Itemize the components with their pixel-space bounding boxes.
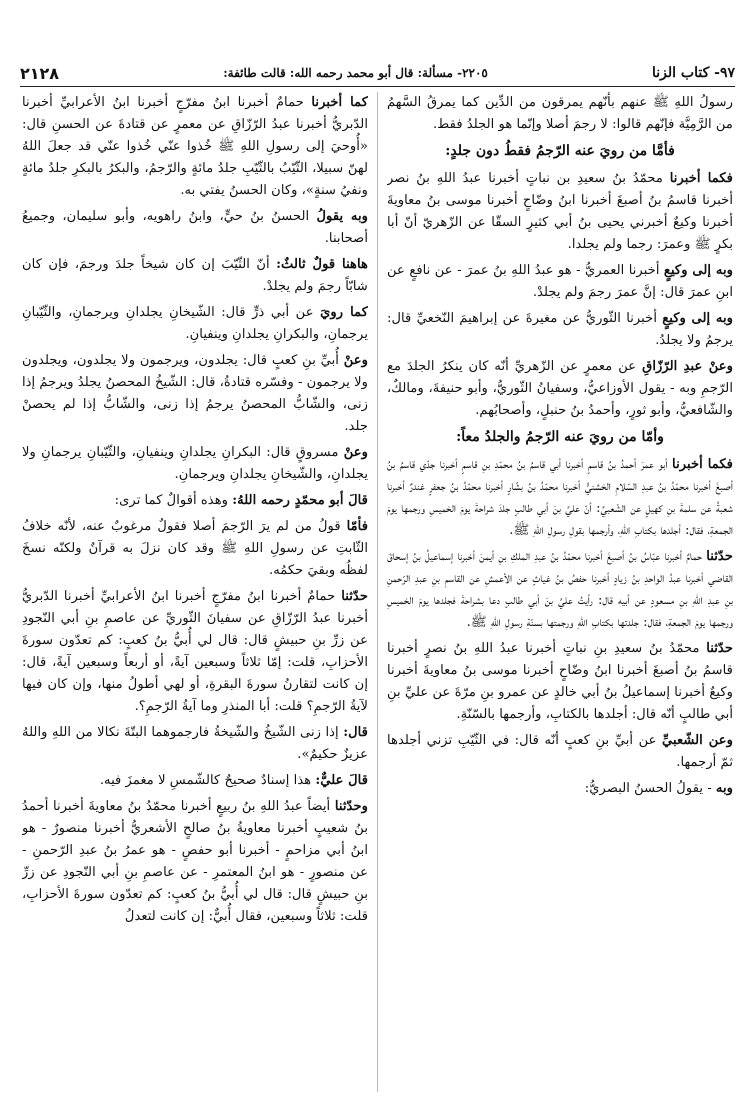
paragraph-text: إذا زنى الشّيخُ والشّيخةُ فارجموهما البتّةَ نكالا من اللهِ واللهُ عزيزٌ حكيمٌ». [22,725,368,762]
paragraph [22,302,368,346]
paragraph-text: عن أبي ذرٍّ قال: الشّيخانِ يجلدانِ ويرجمانِ، والثّيّبانِ يرجمانِ، والبكرانِ يجلدانِ وينفيانِ. [22,305,368,342]
column-divider [377,92,378,1092]
paragraph-lead: وبه إلى وكيعٍ [663,263,733,278]
paragraph-lead: فأمّا [346,519,368,534]
paragraph-lead: قال: [343,725,368,740]
paragraph [387,168,733,256]
paragraph-text: حمامٌ أخبرنا ابنُ مفرّجٍ أخبرنا ابنُ الأعرابيِّ أخبرنا الدّبريُّ أخبرنا عبدُ الرّزّاقِ عن معمرٍ عن قتادةَ عن الحسنِ قال: «أُوحيَ إلى رسولِ اللهِ ﷺ خُذوا عنّي خُذوا عنّي قد جعلَ اللهُ لهنّ سبيلا، الثّيّبُ بالثّيّبِ جلدُ مائةٍ والرّجمُ، والبكرُ بالبكرِ جلدُ مائةٍ ونفيُ سنةٍ»، وكان الحسنُ يفتي به. [22,95,368,198]
paragraph-text: قولُ من لم يرَ الرّجمَ أصلا فقولٌ مرغوبٌ عنه، لأنّه خلافُ الثّابتِ عن رسولِ اللهِ ﷺ وقد كان نزلَ به قرآنٌ ولكنّه نسخَ لفظُه وبقيَ حكمُه. [22,519,368,578]
paragraph-text: محمّدُ بنُ سعيدِ بن نباتٍ أخبرنا عبدُ اللهِ بنُ نصر أخبرنا قاسمُ بنُ أصبغَ أخبرنا ابنُ وضّاحٍ أخبرنا موسى بنُ معاويةَ أخبرنا وكيعٌ أخبرني يحيى بنُ أبي كثيرٍ السقّا عن الزّهريّ أنّ أبا بكرٍ ﷺ وعمرَ: رجما ولم يجلدا. [387,171,733,252]
page-header [20,60,735,87]
paragraph-text: أخبرنا الثّوريُّ عن مغيرةَ عن إبراهيمَ النّخعيِّ قال: يرجمُ ولا يجلدُ. [387,311,733,348]
paragraph-text: حمامٌ أخبرنا عبّاسُ بنُ أصبغَ أخبرنا محمّدُ بنُ عبدِ الملكِ بنِ أيمنَ أخبرنا إسماعيلُ بنُ إسحاقَ القاضي أخبرنا عبدُ الواحدِ بنُ زيادٍ أخبرنا حفصُ بنُ غياثٍ عن الأعمشِ عن القاسمِ بنِ عبدِ الرّحمنِ بنِ عبدِ اللهِ بنِ مسعودٍ عن أبيه قال: رأيتُ عليَّ بنَ أبي طالبٍ دعا بشراحةَ فجلدها يومَ الخميسِ ورجمها يومَ الجمعةِ، فقال: جلدتها بكتابِ اللهِ ورجمتها بسنّةِ رسولِ اللهِ ﷺ. [387,549,733,630]
paragraph-text: حمامٌ أخبرنا ابنُ مفرّجٍ أخبرنا ابنُ الأعرابيِّ أخبرنا الدّبريُّ أخبرنا عبدُ الرّزّاقِ عن سفيانَ الثّوريِّ عن عاصمِ بنِ أبي النّجودِ عن زرِّ بنِ حبيشٍ قال: قال لي أُبيُّ بنُ كعبٍ: كم تعدّون سورةَ الأحزابِ، قلت: إمّا ثلاثاً وسبعين آيةً، أو أربعاً وسبعين آيةً، قال: إن كانت لتقارنُ سورةَ البقرةِ، أو لهي أطولُ منها، وإن كان فيها لآيةُ الرّجمِ؟ قلت: أبا المنذرِ وما آيةُ الرّجمِ؟. [22,589,368,714]
paragraph-text: أنّ الثّيّبَ إن كان شيخاً جلدَ ورجمَ، فإن كان شابّاً رجمَ ولم يجلدْ. [22,257,368,294]
paragraph-lead: حدّثنا [706,641,733,656]
paragraph-text: عن أبيِّ بنِ كعبٍ أنّه قال: في الثّيّبِ تزني أجلدها ثمّ أرجمها. [387,733,733,770]
paragraph [387,260,733,304]
paragraph-lead: وحدّثنا [334,799,368,814]
paragraph-text: عن معمرٍ عن الزّهريِّ أنّه كان ينكرُ الجلدَ مع الرّجمِ وبه - يقول الأوزاعيُّ، وسفيانُ الثّوريُّ، وأبو حنيفةَ، ومالكٌ، والشّافعيُّ، وأبو ثورٍ، وأحمدُ بنُ حنبلٍ، وأصحابُهم. [387,359,733,418]
paragraph [387,546,733,634]
paragraph [387,308,733,352]
paragraph [22,92,368,202]
paragraph [22,442,368,486]
page-number: ٢١٢٨ [20,63,60,83]
paragraph [22,586,368,718]
paragraph-text: محمّدُ بنُ سعيدِ بنِ نباتٍ أخبرنا عبدُ اللهِ بنُ نصرٍ أخبرنا قاسمُ بنُ أصبغَ أخبرنا ابنُ وضّاحٍ أخبرنا موسى بنُ معاويةَ أخبرنا وكيعٌ أخبرنا إسماعيلُ بنُ أبي خالدٍ عن عمرو بنِ مرّةَ عن عليِّ بنِ أبي طالبٍ أنّه قال: أجلدها بالكتابِ، وأرجمها بالسّنّةِ. [387,641,733,722]
paragraph [22,490,368,512]
paragraph-lead: وعنْ [343,445,368,460]
paragraph-lead: فكما أخبرنا [672,457,733,472]
paragraph-text: هذا إسنادٌ صحيحٌ كالشّمسِ لا مغمزَ فيه. [99,773,316,788]
paragraph-lead: وعنْ عبدِ الرّزّاقِ [642,359,733,374]
paragraph [387,92,733,136]
paragraph [22,254,368,298]
paragraph-lead: حدّثنا [341,589,368,604]
right-text-column [387,92,733,1092]
paragraph [22,516,368,582]
paragraph-lead: وبه إلى وكيعٍ [662,311,733,326]
paragraph-text: أبو عمرَ أحمدُ بنُ قاسمٍ أخبرنا أبي قاسمُ بنُ محمّدِ بنِ قاسمٍ أخبرنا جدّي قاسمُ بنُ أصبغَ أخبرنا محمّدُ بنُ عبدِ السّلامِ الخشنيُّ أخبرنا محمّدُ بنُ بشّارٍ أخبرنا محمّدُ بنُ جعفرٍ غندرٌ أخبرنا شعبةُ عن سلمةَ بنِ كهيلٍ عن الشّعبيِّ: أنّ عليَّ بنَ أبي طالبٍ جلدَ شراحةَ يومَ الخميسِ ورجمها يومَ الجمعةِ، فقال: أجلدها بكتابِ اللهِ، وأرجمها بقولِ رسولِ اللهِ ﷺ. [387,457,733,538]
paragraph-text: أُبيِّ بنِ كعبٍ قال: يجلدون، ويرجمون ولا يجلدون، ويجلدون ولا يرجمون - وفسّره قتادةُ، قال: الشّيخُ المحصنُ يجلدُ ويرجمُ إذا زنى، والشّابُّ المحصنُ يرجمُ إذا زنى، والشّابُّ إذا لم يحصنْ جلد. [22,353,368,434]
paragraph [387,778,733,800]
paragraph-text: أيضاً عبدُ اللهِ بنُ ربيعٍ أخبرنا محمّدُ بنُ معاويةَ أخبرنا أحمدُ بنُ شعيبٍ أخبرنا معاويةُ بنُ صالحٍ الأشعريُّ أخبرنا منصورٌ - هو ابنُ أبي مزاحمٍ - أخبرنا أبو حفصٍ - هو عمرُ بنُ عبدِ الرّحمنِ - عن منصورٍ - هو ابنُ المعتمرِ - عن عاصمِ بنِ أبي النّجودِ عن زرِّ بنِ حبيشٍ قال: قال لي أُبيُّ بنُ كعبٍ: كم تعدّون سورةَ الأحزابِ، قلت: ثلاثاً وسبعين، فقال أُبيٌّ: إن كانت لتعدلُ [22,799,368,924]
paragraph-lead: هاهنا قولٌ ثالثٌ: [276,257,368,272]
paragraph [22,206,368,250]
paragraph [387,730,733,774]
paragraph-lead: كما أخبرنا [311,95,368,110]
paragraph-text: - يقولُ الحسنُ البصريُّ: [584,781,716,796]
paragraph [387,638,733,726]
paragraph [22,350,368,438]
paragraph-lead: وعن الشّعبيِّ [662,733,733,748]
section-heading: فأمَّا من رويَ عنه الرّجمُ فقطُ دون جلدٍ: [445,143,675,159]
paragraph-lead: وبه يقولُ [316,209,368,224]
paragraph-lead: وبه [715,781,733,796]
paragraph-text: الحسنُ بنُ حيٍّ، وابنُ راهويه، وأبو سليمان، وجميعُ أصحابنا. [22,209,368,246]
paragraph [22,722,368,766]
left-text-column [22,92,368,1092]
paragraph [22,770,368,792]
paragraph-text: أخبرنا العمريُّ - هو عبدُ اللهِ بنُ عمرَ - عن نافعٍ عن ابنِ عمرَ قال: إنَّ عمرَ رجمَ ولم يجلدْ. [387,263,733,300]
paragraph-text: رسولُ اللهِ ﷺ عنهم بأنّهم يمرقون من الدِّين كما يمرقُ السَّهمُ من الرَّمِيَّة فإنّهم قالوا: لا رجمَ أصلا وإنّما هو الجلدُ فقط. [387,95,733,132]
paragraph-lead: كما رويَ [320,305,368,320]
paragraph-lead: حدّثنا [706,549,733,564]
paragraph-lead: فكما أخبرنا [669,171,733,186]
paragraph [22,796,368,928]
issue-title: ٢٢٠٥- مسألة: قال أبو محمد رحمه الله: قالت طائفة: [223,66,488,80]
paragraph-lead: قالَ أبو محمّدٍ رحمه اللهُ: [232,493,368,508]
paragraph-lead: وعنْ [343,353,368,368]
paragraph [387,356,733,422]
section-heading: وأمّا من رويَ عنه الرّجمُ والجلدُ معاً: [456,429,664,445]
paragraph-text: مسروقٍ قال: البكرانِ يجلدانِ وينفيانِ، والثّيّبانِ يرجمانِ ولا يجلدانِ، والشّيخانِ يجلدانِ ويرجمانِ. [22,445,368,482]
paragraph [387,454,733,542]
chapter-title: ٩٧- كتاب الزنا [652,65,735,81]
paragraph-text: وهذه أقوالٌ كما ترى: [114,493,233,508]
paragraph-lead: قالَ عليٌّ: [315,773,368,788]
